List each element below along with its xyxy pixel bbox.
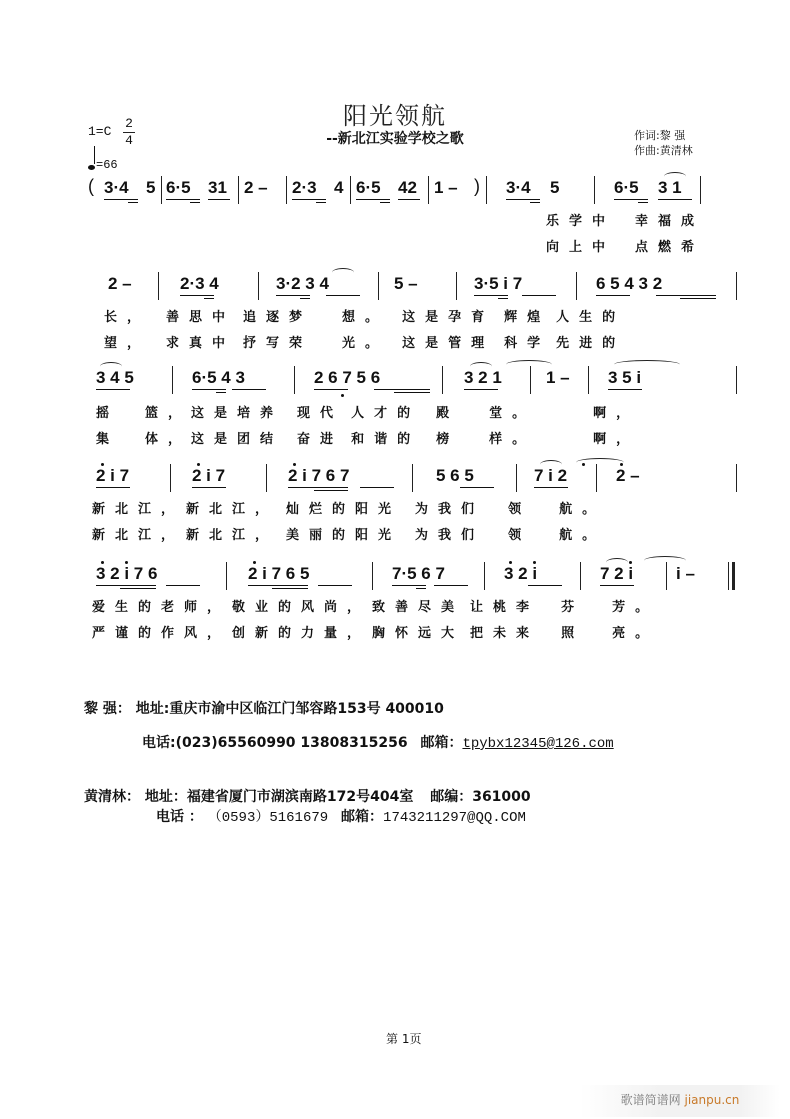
- open-paren: (: [88, 176, 94, 196]
- lyric: 人生的: [556, 310, 626, 325]
- lyric-v1: [92, 498, 605, 517]
- barline: [294, 366, 295, 394]
- high-octave-dot: [253, 561, 256, 564]
- lyric: 光。: [342, 336, 389, 351]
- time-sig-top: 2: [125, 116, 133, 131]
- note: 5 –: [394, 274, 418, 293]
- lyric: 向上中: [546, 240, 616, 255]
- lyric: 这是孕育: [402, 310, 495, 325]
- barline: [576, 272, 577, 300]
- lyric: 辉煌: [504, 310, 551, 325]
- lyric: 领: [508, 528, 532, 543]
- note: 2 i 7: [96, 466, 130, 485]
- barline: [486, 176, 487, 204]
- lyric: 集: [96, 432, 120, 447]
- note: 6·5: [166, 178, 191, 197]
- lyric: 求真中: [166, 336, 236, 351]
- underline: [316, 202, 326, 203]
- contact-address: 地址：福建省厦门市湖滨南路172号404室: [144, 789, 414, 805]
- lyric: 为我们: [415, 502, 485, 517]
- composer: 作曲:黄清林: [634, 144, 693, 157]
- slur: [614, 360, 680, 369]
- barline: [442, 366, 443, 394]
- note: 3·5 i 7: [474, 274, 523, 293]
- final-barline: [732, 562, 735, 590]
- lyric-v2: [546, 236, 704, 255]
- underline: [398, 199, 420, 200]
- note: 2 –: [244, 178, 268, 197]
- watermark: [580, 1085, 780, 1117]
- underline: [608, 389, 642, 390]
- high-octave-dot: [101, 561, 104, 564]
- underline: [416, 588, 426, 589]
- note: 6·5: [614, 178, 639, 197]
- note: 5 6 5: [436, 466, 474, 485]
- contact-li-address: [84, 698, 444, 718]
- email-label: 邮箱：: [420, 735, 463, 751]
- underline: [656, 295, 716, 296]
- lyric: 善思中: [166, 310, 236, 325]
- lyric-v1: [96, 402, 639, 421]
- barline: [226, 562, 227, 590]
- lyric: 样。: [489, 432, 536, 447]
- lyric: 科学: [504, 336, 551, 351]
- lyric: 爱生的老师，: [92, 600, 231, 615]
- note: 6·5: [356, 178, 381, 197]
- note: 2 –: [108, 274, 132, 293]
- barline: [596, 464, 597, 492]
- lyric-v1: [104, 306, 625, 325]
- lyric: 让桃李: [470, 600, 540, 615]
- underline: [356, 199, 390, 200]
- barline: [456, 272, 457, 300]
- note-stem: [94, 146, 95, 164]
- close-paren: ): [474, 176, 480, 196]
- underline: [120, 588, 156, 589]
- lyric: 敬业的风尚，: [232, 600, 371, 615]
- note: 3·4: [506, 178, 531, 197]
- low-octave-dot: [341, 394, 344, 397]
- underline: [326, 295, 360, 296]
- lyric: 人才的: [351, 406, 421, 421]
- barline: [350, 176, 351, 204]
- note: 31: [208, 178, 227, 197]
- underline: [506, 199, 540, 200]
- underline: [292, 199, 326, 200]
- high-octave-dot: [629, 561, 632, 564]
- email-label: 邮箱：: [341, 809, 384, 825]
- note: 6 5 4 3 2: [596, 274, 663, 293]
- lyric: 篮，: [145, 406, 192, 421]
- note: 3 4 5: [96, 368, 134, 387]
- watermark-en: jianpu.cn: [684, 1093, 740, 1107]
- note: 3 5 i: [608, 368, 642, 387]
- lyricist: 作词:黎 强: [634, 129, 686, 142]
- note: 3 1: [658, 178, 682, 197]
- slur: [332, 268, 354, 277]
- lyric-v2: [92, 622, 658, 641]
- lyric: 奋进: [297, 432, 344, 447]
- lyric: 啊，: [593, 406, 640, 421]
- underline: [314, 490, 348, 491]
- underline: [96, 585, 156, 586]
- lyric: 新北江，: [92, 528, 185, 543]
- time-signature: [122, 116, 136, 149]
- song-subtitle: --新北江实验学校之歌: [326, 131, 464, 147]
- underline: [614, 199, 648, 200]
- lyric: 照: [561, 626, 585, 641]
- tempo-marking: [88, 150, 118, 172]
- barline: [736, 272, 737, 300]
- contact-huang-phone: [156, 806, 526, 826]
- barline: [258, 272, 259, 300]
- lyric: 航。: [559, 528, 606, 543]
- note: 2 6 7 5 6: [314, 368, 381, 387]
- lyric: 灿烂的阳光: [286, 502, 402, 517]
- barline: [266, 464, 267, 492]
- high-octave-dot: [533, 561, 536, 564]
- note: 3 2 i 7 6: [96, 564, 158, 583]
- underline: [638, 202, 648, 203]
- underline: [104, 199, 138, 200]
- lyric: 创新的力量，: [232, 626, 371, 641]
- underline: [318, 585, 352, 586]
- score-row-1: [88, 174, 748, 204]
- note: i –: [676, 564, 695, 583]
- lyric: 这是管理: [402, 336, 495, 351]
- underline: [128, 202, 138, 203]
- lyric: 幸福成: [635, 214, 705, 229]
- watermark-cn: 歌谱简谱网: [620, 1093, 681, 1107]
- barline: [594, 176, 595, 204]
- underline: [498, 298, 508, 299]
- note: 5: [146, 178, 156, 197]
- lyric: 现代: [297, 406, 344, 421]
- barline: [580, 562, 581, 590]
- underline: [314, 389, 348, 390]
- note: 4: [334, 178, 344, 197]
- barline: [728, 562, 729, 590]
- note: 7 2 i: [600, 564, 634, 583]
- note: 2 i 7: [192, 466, 226, 485]
- contact-postcode: 邮编：361000: [430, 789, 531, 805]
- note: 2 –: [616, 466, 640, 485]
- lyric: 长，: [104, 310, 151, 325]
- score-row-2: [88, 270, 748, 300]
- underline: [192, 389, 226, 390]
- lyric: 美丽的阳光: [286, 528, 402, 543]
- contact-address: 地址:重庆市渝中区临江门邹容路153号 400010: [135, 701, 444, 717]
- lyric: 乐学中: [546, 214, 616, 229]
- contact-name: 黄清林：: [84, 789, 140, 805]
- lyric: 这是团结: [191, 432, 284, 447]
- note: 3·4: [104, 178, 129, 197]
- lyric: 为我们: [415, 528, 485, 543]
- underline: [166, 585, 200, 586]
- barline: [736, 366, 737, 394]
- lyric: 啊，: [593, 432, 640, 447]
- underline: [522, 295, 556, 296]
- underline: [464, 389, 498, 390]
- underline: [96, 389, 130, 390]
- lyric: 亮。: [612, 626, 659, 641]
- underline: [528, 585, 562, 586]
- high-octave-dot: [620, 463, 623, 466]
- note: 42: [398, 178, 417, 197]
- lyric-v2: [92, 524, 605, 543]
- barline: [588, 366, 589, 394]
- barline: [286, 176, 287, 204]
- high-octave-dot: [582, 463, 585, 466]
- barline: [372, 562, 373, 590]
- barline: [412, 464, 413, 492]
- underline: [288, 487, 348, 488]
- underline: [394, 392, 430, 393]
- lyric-v1: [546, 210, 704, 229]
- note: 2 i 7 6 5: [248, 564, 310, 583]
- lyric: 领: [508, 502, 532, 517]
- underline: [460, 487, 494, 488]
- note: 7·5 6 7: [392, 564, 445, 583]
- quarter-note-icon: [88, 165, 95, 170]
- barline: [378, 272, 379, 300]
- barline: [736, 464, 737, 492]
- lyric: 新北江，: [92, 502, 185, 517]
- lyric-v1: [92, 596, 658, 615]
- note: 1 –: [546, 368, 570, 387]
- phone-label: 电话 ：: [156, 809, 203, 825]
- barline: [161, 176, 162, 204]
- slur: [100, 362, 122, 371]
- lyric: 想。: [342, 310, 389, 325]
- underline: [204, 298, 214, 299]
- underline: [596, 295, 630, 296]
- underline: [216, 392, 226, 393]
- slur: [540, 460, 562, 469]
- credits: [634, 128, 693, 158]
- contact-huang-address: [84, 786, 531, 806]
- underline: [600, 585, 634, 586]
- lyric: 新北江，: [186, 502, 279, 517]
- underline: [232, 389, 266, 390]
- underline: [190, 202, 200, 203]
- contact-name: 黎 强：: [84, 701, 131, 717]
- high-octave-dot: [509, 561, 512, 564]
- barline: [170, 464, 171, 492]
- lyric: 胸怀远大: [372, 626, 465, 641]
- lyric: 摇: [96, 406, 120, 421]
- underline: [530, 202, 540, 203]
- score-row-3: [88, 364, 748, 394]
- slur: [606, 558, 628, 567]
- contact-li-phone: [142, 732, 614, 752]
- note: 5: [550, 178, 560, 197]
- song-title: 阳光领航: [343, 102, 447, 130]
- email-link[interactable]: tpybx12345@126.com: [462, 736, 614, 752]
- note: 7 i 2: [534, 466, 568, 485]
- note: 3 2 i: [504, 564, 538, 583]
- lyric: 望，: [104, 336, 151, 351]
- note: 1 –: [434, 178, 458, 197]
- lyric: 和谐的: [351, 432, 421, 447]
- lyric: 先进的: [556, 336, 626, 351]
- lyric: 点燃希: [635, 240, 705, 255]
- lyric-v2: [96, 428, 639, 447]
- tempo-value: =66: [96, 158, 118, 172]
- underline: [380, 202, 390, 203]
- note: 2·3 4: [180, 274, 219, 293]
- lyric: 把未来: [470, 626, 540, 641]
- lyric: 殿: [436, 406, 460, 421]
- underline: [96, 487, 130, 488]
- underline: [680, 298, 716, 299]
- lyric: 榜: [436, 432, 460, 447]
- note: 3 2 1: [464, 368, 502, 387]
- slur: [664, 172, 686, 181]
- barline: [666, 562, 667, 590]
- score-row-5: [88, 560, 748, 590]
- contact-email: 1743211297@QQ.COM: [383, 810, 526, 826]
- note: 6·5 4 3: [192, 368, 245, 387]
- barline: [238, 176, 239, 204]
- time-sig-bottom: 4: [125, 133, 133, 148]
- lyric: 新北江，: [186, 528, 279, 543]
- underline: [534, 487, 568, 488]
- underline: [166, 199, 200, 200]
- underline: [360, 487, 394, 488]
- underline: [658, 199, 692, 200]
- lyric: 芬: [561, 600, 585, 615]
- lyric: 严谨的作风，: [92, 626, 231, 641]
- note: 3·2 3 4: [276, 274, 329, 293]
- barline: [700, 176, 701, 204]
- underline: [392, 585, 426, 586]
- lyric: 航。: [559, 502, 606, 517]
- note: 2 i 7 6 7: [288, 466, 350, 485]
- barline: [530, 366, 531, 394]
- underline: [434, 585, 468, 586]
- lyric-v2: [104, 332, 625, 351]
- barline: [516, 464, 517, 492]
- underline: [192, 487, 226, 488]
- underline: [180, 295, 214, 296]
- lyric: 致善尽美: [372, 600, 465, 615]
- underline: [300, 298, 310, 299]
- high-octave-dot: [197, 463, 200, 466]
- barline: [158, 272, 159, 300]
- score-row-4: [88, 462, 748, 492]
- underline: [272, 588, 308, 589]
- high-octave-dot: [125, 561, 128, 564]
- lyric: 抒写荣: [243, 336, 313, 351]
- barline: [172, 366, 173, 394]
- lyric: 这是培养: [191, 406, 284, 421]
- high-octave-dot: [293, 463, 296, 466]
- note: 2·3: [292, 178, 317, 197]
- underline: [374, 389, 430, 390]
- underline: [474, 295, 508, 296]
- lyric: 堂。: [489, 406, 536, 421]
- page-number: 第 1页: [386, 1032, 422, 1046]
- underline: [276, 295, 310, 296]
- high-octave-dot: [101, 463, 104, 466]
- contact-phone: （0593）5161679: [207, 810, 329, 826]
- barline: [428, 176, 429, 204]
- lyric: 芳。: [612, 600, 659, 615]
- underline: [208, 199, 230, 200]
- contact-phone: 电话:(023)65560990 13808315256: [142, 735, 408, 751]
- slur: [470, 362, 492, 371]
- lyric: 体，: [145, 432, 192, 447]
- key-signature: 1=C: [88, 124, 112, 139]
- barline: [484, 562, 485, 590]
- underline: [248, 585, 308, 586]
- lyric: 追逐梦: [243, 310, 313, 325]
